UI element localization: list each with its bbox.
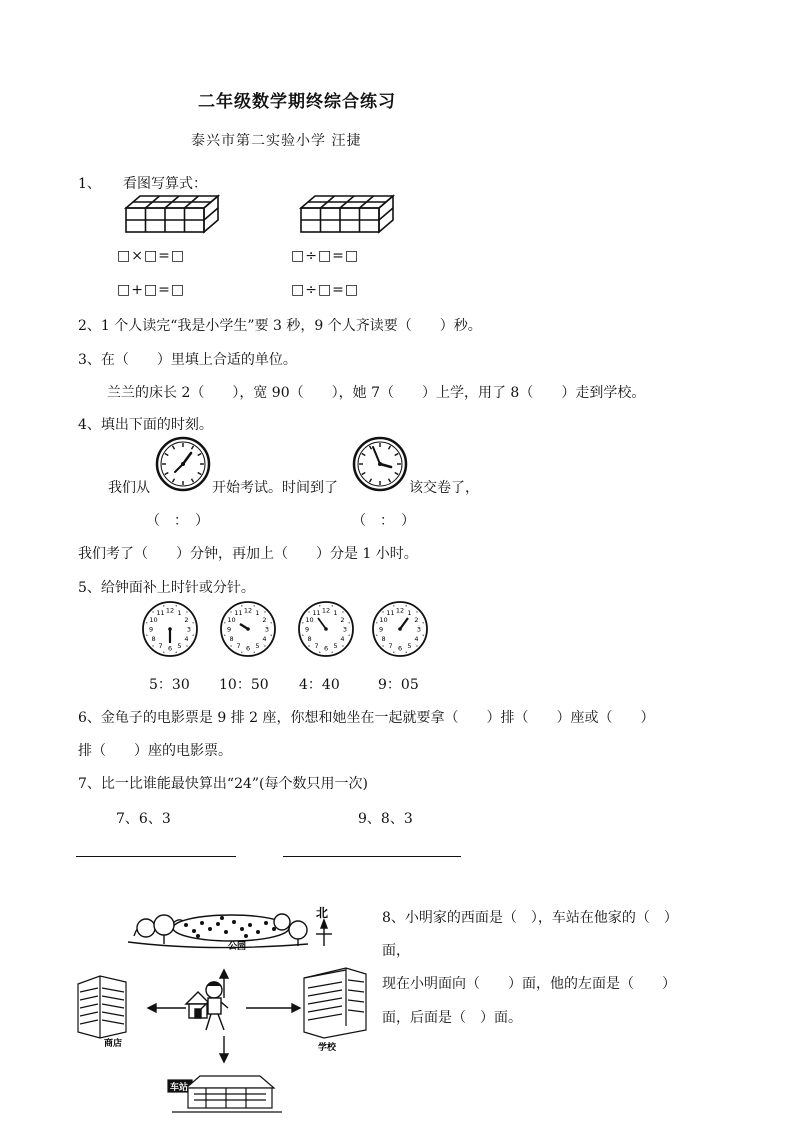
clock-icon-exam-end xyxy=(352,436,408,492)
q1-prompt: 看图写算式： xyxy=(123,176,207,192)
clock-icon-blank-4 xyxy=(371,600,429,658)
clock-numeral: 10 xyxy=(379,616,388,624)
clock-numeral: 11 xyxy=(312,609,321,618)
clock-dot xyxy=(376,622,377,623)
map-label-shop: 商店 xyxy=(104,1039,123,1049)
q4-part1: 我们从 xyxy=(108,480,150,496)
q1-equation-left-1: □×□=□ xyxy=(117,248,186,264)
clock-numeral: 4 xyxy=(414,635,419,643)
q7-answer-line-1 xyxy=(76,856,236,857)
q5-text: 5、给钟面补上时针或分针。 xyxy=(78,580,255,596)
clock-dot xyxy=(146,635,147,636)
clock-numeral: 1 xyxy=(177,609,182,618)
clock-numeral: 7 xyxy=(158,641,163,650)
clock-dot xyxy=(332,605,333,606)
direction-map xyxy=(76,898,374,1120)
q4-blank-start: （ ： ） xyxy=(146,513,209,529)
q8-line-3: 现在小明面向（ ）面，他的左面是（ ） xyxy=(382,976,676,992)
q7-text: 7、比一比谁能最快算出“24”(每个数只用一次) xyxy=(78,776,368,792)
map-label-school: 学校 xyxy=(318,1043,337,1053)
clock-dot xyxy=(376,635,377,636)
clock-dot xyxy=(186,611,187,612)
clock-numeral: 7 xyxy=(314,641,319,650)
clock-dot xyxy=(319,605,320,606)
clock-dot xyxy=(264,611,265,612)
clock-numeral: 12 xyxy=(243,606,253,615)
clock-numeral: 5 xyxy=(333,641,338,650)
clock-numeral: 1 xyxy=(333,609,338,618)
clock-dot xyxy=(423,635,424,636)
clock-numeral: 5 xyxy=(255,641,260,650)
clock-numeral: 11 xyxy=(386,609,395,618)
clock-numeral: 7 xyxy=(388,641,393,650)
clock-numeral: 8 xyxy=(307,635,312,643)
q3-line: 兰兰的床长 2（ ），宽 90（ ），她 7（ ）上学，用了 8（ ）走到学校。 xyxy=(107,385,646,401)
q7-answer-line-2 xyxy=(283,856,461,857)
clock-dot xyxy=(193,622,194,623)
q1-equation-left-2: □+□=□ xyxy=(117,282,186,298)
clock-numeral: 5 xyxy=(177,641,182,650)
clock-dot xyxy=(163,652,164,653)
compass-icon xyxy=(316,920,332,946)
clock-numeral: 2 xyxy=(414,616,419,624)
clock-dot xyxy=(349,635,350,636)
q3-text: 3、在（ ）里填上合适的单位。 xyxy=(78,352,297,368)
clock-dot xyxy=(186,645,187,646)
clock-icon-exam-start xyxy=(155,436,211,492)
station-building-icon xyxy=(168,1076,282,1112)
clock-numeral: 11 xyxy=(156,609,165,618)
clock-numeral: 11 xyxy=(234,609,243,618)
q4-line: 我们考了（ ）分钟，再加上（ ）分是 1 小时。 xyxy=(78,546,418,562)
clock-dot xyxy=(241,605,242,606)
clock-numeral: 9 xyxy=(226,625,232,634)
clock-dot xyxy=(332,652,333,653)
q8-line-1: 8、小明家的西面是（ ），车站在他家的（ ） xyxy=(382,910,678,926)
clock-numeral: 4 xyxy=(262,635,267,643)
q5-time-2: 10：50 xyxy=(219,677,269,693)
block-figure-right xyxy=(299,194,395,234)
clock-numeral: 2 xyxy=(262,616,267,624)
clock-dot xyxy=(302,635,303,636)
clock-icon-blank-3 xyxy=(297,600,355,658)
q4-text: 4、填出下面的时刻。 xyxy=(78,417,213,433)
clock-dot xyxy=(382,645,383,646)
q2-text: 2、1 个人读完“我是小学生”要 3 秒，9 个人齐读要（ ）秒。 xyxy=(78,318,482,334)
clock-dot xyxy=(230,611,231,612)
clock-dot xyxy=(349,622,350,623)
q6-line-1: 6、金龟子的电影票是 9 排 2 座，你想和她坐在一起就要拿（ ）排（ ）座或（ ） xyxy=(78,710,655,726)
map-label-park: 公园 xyxy=(228,942,247,952)
clock-numeral: 5 xyxy=(407,641,412,650)
clock-numeral: 4 xyxy=(184,635,189,643)
q4-blank-end: （ ： ） xyxy=(352,513,415,529)
block-figure-left xyxy=(124,194,220,234)
q1-equation-right-1: □÷□=□ xyxy=(291,248,360,264)
clock-numeral: 3 xyxy=(186,625,192,634)
clock-numeral: 2 xyxy=(340,616,345,624)
page-title: 二年级数学期终综合练习 xyxy=(198,92,396,112)
clock-numeral: 8 xyxy=(151,635,156,643)
clock-numeral: 8 xyxy=(229,635,234,643)
clock-numeral: 6 xyxy=(245,644,251,653)
clock-dot xyxy=(319,652,320,653)
clock-dot xyxy=(302,622,303,623)
clock-numeral: 3 xyxy=(416,625,422,634)
clock-numeral: 6 xyxy=(323,644,329,653)
clock-dot xyxy=(416,645,417,646)
q5-time-1: 5：30 xyxy=(149,677,190,693)
clock-dot xyxy=(163,605,164,606)
clock-numeral: 12 xyxy=(321,606,331,615)
clock-dot xyxy=(152,611,153,612)
clock-dot xyxy=(176,605,177,606)
clock-dot xyxy=(224,622,225,623)
clock-numeral: 3 xyxy=(342,625,348,634)
clock-dot xyxy=(254,652,255,653)
q1-number: 1、 xyxy=(78,176,101,192)
q6-line-2: 排（ ）座的电影票。 xyxy=(78,743,232,759)
clock-numeral: 9 xyxy=(148,625,154,634)
clock-dot xyxy=(224,635,225,636)
clock-dot xyxy=(271,622,272,623)
q8-line-2: 面， xyxy=(382,943,410,959)
q4-part2: 开始考试。时间到了 xyxy=(212,480,338,496)
clock-dot xyxy=(308,611,309,612)
q5-time-3: 4：40 xyxy=(299,677,340,693)
clock-numeral: 10 xyxy=(305,616,314,624)
q7-set-1: 7、6、3 xyxy=(116,811,171,827)
clock-numeral: 12 xyxy=(395,606,405,615)
clock-numeral: 2 xyxy=(184,616,189,624)
clock-numeral: 7 xyxy=(236,641,241,650)
clock-numeral: 4 xyxy=(340,635,345,643)
clock-numeral: 10 xyxy=(227,616,236,624)
q8-line-4: 面，后面是（ ）面。 xyxy=(382,1010,522,1026)
clock-dot xyxy=(176,652,177,653)
clock-dot xyxy=(393,605,394,606)
clock-numeral: 1 xyxy=(255,609,260,618)
clock-dot xyxy=(230,645,231,646)
clock-numeral: 1 xyxy=(407,609,412,618)
clock-icon-blank-1 xyxy=(141,600,199,658)
park-icon xyxy=(128,914,308,948)
clock-numeral: 6 xyxy=(397,644,403,653)
clock-dot xyxy=(193,635,194,636)
clock-dot xyxy=(406,605,407,606)
home-icon xyxy=(186,992,210,1018)
clock-numeral: 9 xyxy=(378,625,384,634)
q5-time-4: 9：05 xyxy=(378,677,419,693)
clock-dot xyxy=(342,645,343,646)
map-label-station: 车站 xyxy=(170,1083,189,1093)
q1-equation-right-2: □÷□=□ xyxy=(291,282,360,298)
clock-dot xyxy=(146,622,147,623)
clock-dot xyxy=(382,611,383,612)
clock-numeral: 3 xyxy=(264,625,270,634)
clock-dot xyxy=(271,635,272,636)
clock-icon-blank-2 xyxy=(219,600,277,658)
clock-dot xyxy=(342,611,343,612)
clock-dot xyxy=(406,652,407,653)
clock-numeral: 8 xyxy=(381,635,386,643)
clock-dot xyxy=(241,652,242,653)
clock-dot xyxy=(152,645,153,646)
direction-arrows xyxy=(148,970,300,1062)
clock-dot xyxy=(416,611,417,612)
clock-numeral: 10 xyxy=(149,616,158,624)
shop-building-icon xyxy=(78,976,126,1038)
clock-dot xyxy=(254,605,255,606)
clock-dot xyxy=(264,645,265,646)
clock-dot xyxy=(308,645,309,646)
clock-numeral: 12 xyxy=(165,606,175,615)
q7-set-2: 9、8、3 xyxy=(358,811,413,827)
q4-part3: 该交卷了， xyxy=(409,480,479,496)
clock-numeral: 6 xyxy=(167,644,173,653)
school-building-icon xyxy=(304,968,366,1038)
clock-numeral: 9 xyxy=(304,625,310,634)
map-label-north: 北 xyxy=(316,906,329,920)
page-subtitle: 泰兴市第二实验小学 汪捷 xyxy=(191,133,362,149)
clock-dot xyxy=(393,652,394,653)
clock-dot xyxy=(423,622,424,623)
